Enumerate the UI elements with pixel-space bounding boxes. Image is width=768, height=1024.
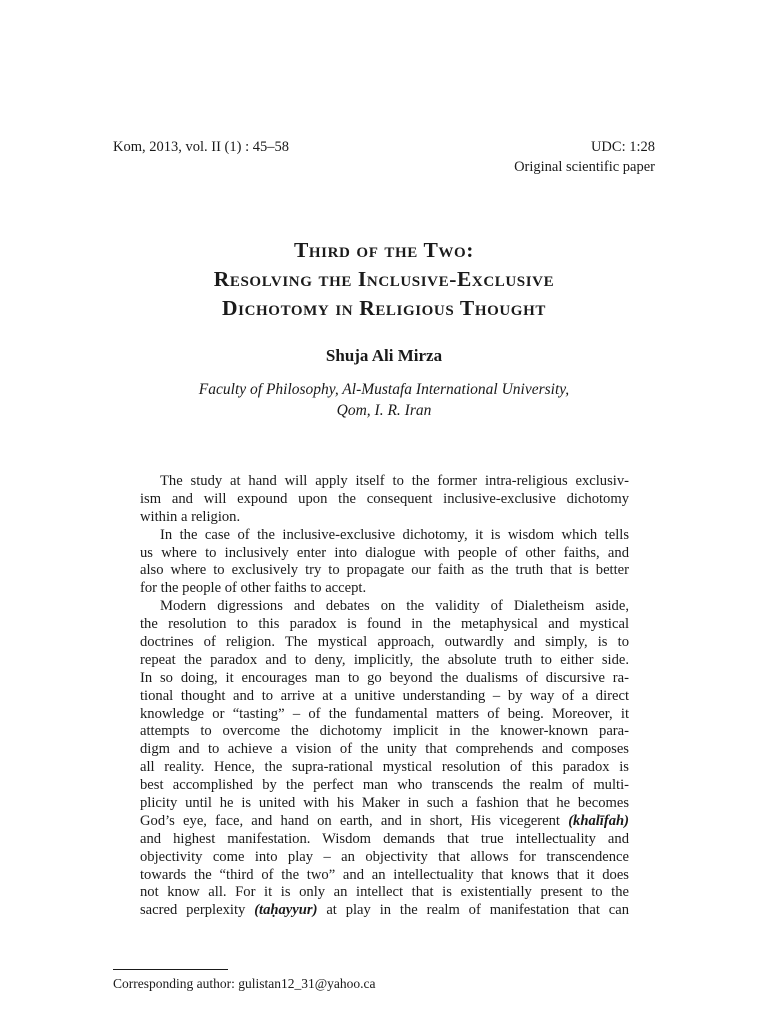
title-line: Dichotomy in Religious Thought [222, 296, 546, 320]
abstract-line: also where to exclusively try to propagate our faith as the truth that is better [140, 562, 629, 579]
abstract-line: knowledge or “tasting” – of the fundamental matters of being. Moreover, it [140, 705, 629, 722]
abstract-line: ism and will expound upon the consequent inclusive-exclusive dichotomy [140, 490, 629, 507]
abstract-line: for the people of other faiths to accept. [140, 580, 367, 597]
abstract-text: sacred perplexity [140, 902, 246, 919]
abstract-line: The study at hand will apply itself to the former intra-religious exclusiv- [160, 473, 629, 489]
abstract-line: all reality. Hence, the supra-rational mystical resolution of this paradox is [140, 759, 629, 776]
abstract-line-with-term [140, 902, 629, 920]
abstract-line: us where to inclusively enter into dialogue with people of other faiths, and [140, 544, 629, 561]
abstract-line: and highest manifestation. Wisdom demands that true intellectuality and [140, 830, 629, 847]
abstract-line: not know all. For it is only an intellect that is existentially present to the [140, 884, 629, 901]
abstract-line: digm and to achieve a vision of the unity that comprehends and composes [140, 741, 629, 758]
udc-code: UDC: 1:28 [590, 139, 655, 155]
abstract-line-with-term [140, 813, 629, 831]
abstract-line: attempts to overcome the dichotomy implicit in the knower-known para- [140, 723, 629, 740]
abstract-line: plicity until he is united with his Maker in such a fashion that he becomes [140, 795, 629, 812]
abstract-line: repeat the paradox and to deny, implicitly, the absolute truth to either side. [140, 651, 629, 668]
abstract-line: Modern digressions and debates on the validity of Dialetheism aside, [160, 598, 629, 615]
abstract-line: the resolution to this paradox is found in the metaphysical and mystical [140, 616, 629, 633]
title-line: Resolving the Inclusive-Exclusive [213, 267, 555, 291]
author-affiliation [113, 379, 655, 421]
abstract-line: In the case of the inclusive-exclusive dichotomy, it is wisdom which tells [160, 526, 629, 543]
abstract-text: God’s eye, face, and hand on earth, and in short, His vicegerent [140, 812, 560, 829]
affiliation-line: Qom, I. R. Iran [336, 402, 432, 419]
paper-title [113, 236, 655, 323]
abstract-line: tional thought and to arrive at a unitive understanding – by way of a direct [140, 687, 629, 704]
paper-type: Original scientific paper [514, 159, 655, 175]
abstract-text: at play in the realm of manifestation that can [326, 902, 629, 919]
classification-block [514, 137, 655, 177]
abstract-line: best accomplished by the perfect man who transcends the realm of multi- [140, 777, 629, 794]
abstract-line: In so doing, it encourages man to go beyond the dualisms of discursive ra- [140, 669, 629, 686]
journal-info: Kom, 2013, vol. II (1) : 45–58 [113, 139, 289, 155]
abstract-body [140, 473, 629, 920]
abstract-line: objectivity come into play – an objectivity that allows for transcendence [140, 848, 629, 865]
title-line: Third of the Two: [293, 238, 475, 262]
corresponding-author-footnote: Corresponding author: gulistan12_31@yahoo.ca [113, 976, 376, 991]
abstract-line: doctrines of religion. The mystical approach, outwardly and simply, is to [140, 634, 629, 651]
term-tahayyur: (taḥayyur) [254, 902, 318, 919]
term-khalifah: (khalīfah) [568, 812, 629, 829]
author-name: Shuja Ali Mirza [325, 346, 443, 365]
affiliation-line: Faculty of Philosophy, Al-Mustafa International University, [198, 381, 570, 398]
footnote-divider [113, 969, 228, 970]
abstract-line: towards the “third of the two” and an intellectuality that knows that it does [140, 866, 629, 883]
abstract-line: within a religion. [140, 508, 241, 525]
